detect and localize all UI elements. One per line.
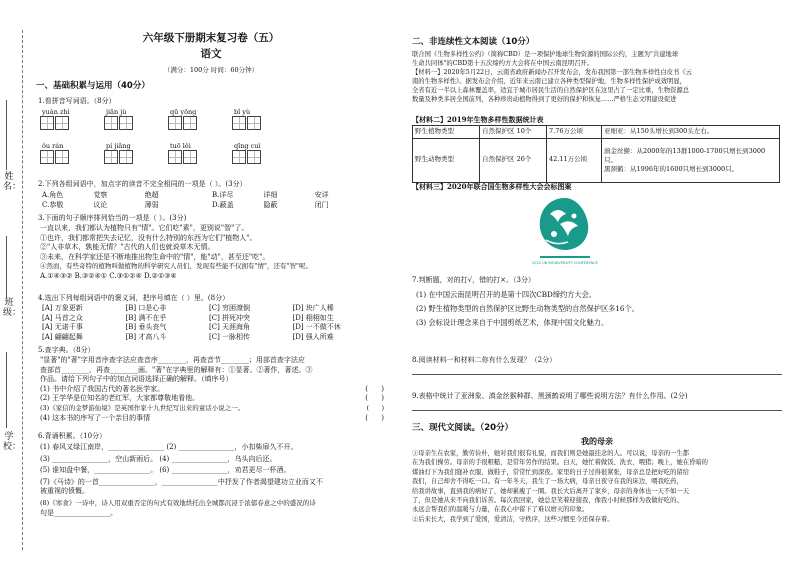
q4-option: [C] 拼死冲突 (209, 313, 251, 322)
pinyin-item (104, 142, 160, 164)
answer-box[interactable] (232, 116, 246, 130)
exam-subject: 语文 (200, 48, 222, 60)
q3-sentence: ①也许，我们都常把失去记忆，没有什么特别的东西为它们"植物人"。 (40, 233, 257, 242)
intro-line: 全省有近一半以上森林覆盖率，适宜于城市居民生活的自然保护区在这里占了一定比重，生物资源总 (412, 87, 690, 94)
pinyin-row-2 (40, 142, 288, 164)
material3-title: 【材料三】2020年联合国生物多样性大会会标图案 (412, 182, 572, 191)
story-line: 在为我们操劳。母亲的手很粗糙，是常年劳作的结果。白天，她忙着做饭、洗衣、喂猪；晚上，她在昏暗的 (412, 459, 708, 467)
answer-box[interactable] (247, 116, 261, 130)
answer-paren[interactable]: ( ) (365, 394, 384, 403)
q4-option: [C] 一脉相传 (209, 332, 251, 341)
class-label: 班级： (3, 298, 22, 318)
story-line: ①母亲生在农家，勤劳俭朴，她对我们很有礼貌，而我们则是她最挂念的人。可以说，母亲的一生都 (412, 450, 690, 457)
q4-option: [C] 天涯海角 (209, 323, 251, 332)
section1-heading: 一、基础积累与运用（40分） (36, 81, 150, 91)
answer-paren[interactable]: ( ) (366, 403, 384, 412)
answer-box[interactable] (55, 116, 69, 130)
pinyin-item (40, 142, 96, 164)
answer-box[interactable] (183, 116, 197, 130)
q6-line: (5) 谁知盘中餐，________________。 (6) ________________，劝君更尽一杯酒。 (40, 466, 291, 475)
q7-item: (2) 野生植物类型的自然保护区比野生动物类型的自然保护区多16个。 (416, 304, 639, 313)
q4-option: [D] 块广人稀 (292, 304, 334, 312)
intro-line: 【材料一】2020年5月22日，云南省政府新闻办召开发布会，发布我国第一部生物多样性白皮书《云 (412, 69, 692, 76)
pinyin-text: pí jiǎng (106, 142, 131, 150)
q5-item-text: (1) 书中介绍了我国古代的著名医学家。 (40, 384, 165, 393)
story-line: 给我讲故事，直到我的病好了，她却累瘦了一圈。我长大后离开了家乡，母亲的身体也一天不如一天 (412, 487, 690, 495)
name-blank (6, 100, 7, 170)
school-label: 学校： (3, 432, 22, 452)
story-line: 了，但是她从来不向我们诉苦。每次我回家，她总是笑着迎接我，像我小时候那样为我做好吃的。 (412, 497, 683, 505)
q4-option: [B] 口是心非 (125, 304, 167, 312)
pinyin-text: bǐ yù (234, 108, 251, 116)
q4-option: [D] 强人所难 (292, 332, 334, 341)
q4-option: [A] 翩翩起舞 (42, 332, 83, 341)
q7-items (416, 288, 782, 330)
table-cell: 自然保护区 26个 (480, 138, 547, 182)
q4-option: [C] 穷困潦倒 (209, 304, 251, 312)
q4-option: [B] 才高八斗 (125, 332, 167, 341)
q4-prompt: 4.选出下列每组词语中的褒义词，把序号填在（ ）里。(8分） (38, 294, 230, 302)
intro-line: 生命共同体"的CBD第十五次缔约方大会将在中国云南昆明召开。 (412, 60, 594, 67)
intro-line: 联合国《生物多样性公约》（简称CBD）是一项保护地球生物资源的国际公约，主题为"共建地球 (412, 51, 679, 58)
q5-item (40, 394, 384, 404)
q4-option: [A] 马首之众 (42, 313, 83, 322)
table-cell: 7.76万公顷 (547, 126, 602, 139)
binding-dashed-line (22, 30, 23, 550)
pinyin-item (104, 108, 160, 130)
answer-box[interactable] (40, 150, 54, 164)
answer-box[interactable] (119, 150, 133, 164)
table-cell: 亚细亚：从150头增长到300头左右。 (602, 126, 780, 139)
q3-sentence: 一直以来，我们都认为植物只有"情"。它们吃"素"，更别说"智"了。 (40, 224, 249, 232)
q3-options: A.①④③② B.③②④① C.③①②④ D.②①③④ (40, 271, 177, 280)
q2-option: D.蔽盖 (212, 200, 234, 209)
answer-box[interactable] (40, 116, 54, 130)
q2-option: A.角色 (42, 191, 64, 199)
q2-option: 议论 (93, 200, 108, 209)
q4-option: [A] 万象更新 (42, 304, 83, 312)
q6-line: (7)《马诗》的一首________________，________________中抒发了作者渴望建功立业而又不 (40, 477, 323, 486)
pinyin-text: tuō lěi (170, 142, 191, 150)
answer-box[interactable] (232, 150, 246, 164)
material-intro (412, 50, 782, 104)
q4-option: [B] 满不在乎 (125, 313, 167, 322)
table-cell: 滇金丝猴：从2000年的13群1000-1700只增长到3000只。 黑颈鹤：从1996年的1600只增长到3000只。 (602, 138, 780, 182)
q7-item: (1) 在中国云南昆明召开的是第十四次CBD缔约方大会。 (416, 290, 596, 299)
pinyin-item (232, 142, 288, 164)
q3-prompt: 3.下面的句子顺序排列恰当的一项是（ ）。(3分) (38, 214, 187, 222)
q3-sentence: ②"人非草木，孰能无情？"古代的人们也就说草木无情。 (40, 243, 215, 252)
table-cell: 野生植物类型 (413, 126, 480, 139)
q2-option: B.详尽 (212, 191, 234, 199)
story-line: 永远会帮我们的温暖与力量，在我心中留下了难以磨灭的印象。 (412, 506, 589, 514)
table-row (413, 126, 780, 139)
q6-line: 句是________________。 (40, 508, 117, 517)
q8-prompt: 8.阅读材料一和材料二你有什么发现？（2分） (412, 356, 557, 364)
stats-table (412, 125, 780, 183)
answer-box[interactable] (247, 150, 261, 164)
pinyin-item (168, 108, 224, 130)
pinyin-row-1 (40, 108, 288, 130)
q5-line: 作品。请给下列句子中的加点词语选择正确的解释。（填序号） (40, 375, 233, 384)
material2-title: 【材料二】2019年生物多样性数据统计表 (412, 115, 544, 124)
q6-line: (3) ________________，空山新雨后。 (4) ________________，乌头向后还。 (40, 454, 277, 463)
q9-prompt: 9.表格中统计了亚洲象、滇金丝猴种群、黑颈鹤说明了哪些说明方法？有什么作用。(2分) (412, 392, 688, 400)
q2-option: 觉察 (93, 191, 108, 199)
q2-option: 安详 (314, 191, 329, 199)
answer-box[interactable] (119, 116, 133, 130)
q3-sentence: ④然而，有些奇特的植物叫做植物的科学研究人员们，发现有些能不仅拥有"情"，还有"智"呢。 (40, 262, 312, 271)
q2-option: 闭门 (314, 200, 329, 209)
pinyin-item (232, 108, 288, 130)
q3-sentences (40, 224, 384, 282)
pinyin-text: ǒu rán (42, 142, 64, 150)
answer-box[interactable] (183, 150, 197, 164)
table-row (413, 138, 780, 182)
story-title: 我的母亲 (581, 436, 613, 446)
story-line: 煤油灯下为我们缝补衣服、做鞋子，常常忙到深夜。家里的日子过得很紧张，母亲总是把好吃的留给 (412, 468, 690, 476)
pinyin-text: yuàn zhì (42, 108, 70, 116)
story-line: ②后来长大，我学到了爱国，爱清洁，守秩序，这些习惯至今还保存着。 (412, 515, 614, 523)
q3-sentence: ③未来，在科学家还是不断地推出物生命中的"情"，能"动"，甚至还"吃"。 (40, 252, 270, 261)
answer-box[interactable] (104, 150, 118, 164)
q2-option: 薄弱 (144, 200, 159, 209)
q5-item-text: (4) 这本书的序写了一个亲目的事情 (40, 413, 151, 422)
cop15-logo (530, 194, 600, 270)
school-blank (6, 352, 7, 428)
intro-line: 南的生物多样性》。据发布会介绍，近年来云南已建立各种类型保护地，生物多样性保护成效明显， (412, 78, 686, 85)
pinyin-text: qū yōng (170, 108, 197, 116)
answer-box[interactable] (168, 116, 182, 130)
q2-option: 绝超 (144, 191, 159, 199)
q5-line: 查部首________，再查________画。"著"在字典里的解释有：①显著。②著作，著述。③ (40, 365, 313, 374)
q2-option: 详细 (263, 191, 278, 199)
q5-body (40, 356, 384, 423)
q2-option: C.恭敬 (42, 200, 64, 209)
pinyin-text: qīng cuì (234, 142, 261, 150)
q7-prompt: 7.判断题，对的打√，错的打×。（3分） (412, 276, 535, 284)
q4-option: [D] 一不做不休 (292, 323, 341, 332)
q5-item (40, 414, 384, 424)
q6-line: (1) 春风又绿江南岸，________________ (2) ________________，小扣柴扉久不开。 (40, 443, 298, 451)
q6-line: (8)《寒食》一诗中，诗人用双重否定的句式有效地烘托出全城都沉浸于浓郁春意之中的盛况的诗 (40, 498, 316, 507)
logo-caption: 2020 UN BIODIVERSITY CONFERENCE (532, 261, 598, 265)
q4-option: [B] 垂头丧气 (125, 323, 167, 332)
story-body (412, 449, 782, 524)
table-cell: 自然保护区 10个 (480, 126, 547, 139)
answer-paren[interactable]: ( ) (365, 384, 384, 393)
q7-item: (3) 会标设计理念来自于中国剪纸艺术，体现中国文化魅力。 (416, 318, 609, 327)
answer-box[interactable] (168, 150, 182, 164)
binding-margin (0, 0, 32, 562)
q8-answer-line[interactable] (412, 374, 782, 375)
cop15-logo-graphic (530, 194, 600, 270)
table-cell: 野生动物类型 (413, 138, 480, 182)
right-column (412, 0, 784, 562)
q4-option: [A] 无诺千事 (42, 323, 83, 332)
q6-prompt: 6.背诵积累。（10分） (38, 432, 107, 440)
exam-title: 六年级下册期末复习卷（五） (142, 32, 280, 44)
q4-option: [D] 栩栩如生 (292, 313, 334, 322)
answer-box[interactable] (55, 150, 69, 164)
q5-item (40, 385, 384, 395)
q5-item (40, 404, 384, 414)
class-blank (6, 236, 7, 298)
q2-options (42, 191, 372, 210)
answer-paren[interactable]: ( ) (365, 413, 384, 422)
q6-body (40, 443, 384, 518)
exam-info: （满分：100分 时间：60分钟） (163, 66, 259, 74)
name-label: 姓名： (3, 172, 22, 192)
answer-box[interactable] (104, 116, 118, 130)
pinyin-item (168, 142, 224, 164)
left-column (36, 0, 386, 562)
pinyin-text: jiān jù (106, 108, 127, 116)
section2-heading: 二、非连续性文本阅读（10分） (412, 37, 535, 47)
q2-option: 隐蔽 (263, 200, 278, 209)
table-cell: 42.11万公顷 (547, 138, 602, 182)
q2-prompt: 2.下列各组词语中，加点字的读音不完全相同的一项是（ ）。(3分） (38, 180, 247, 188)
q5-item-text: (3)《家信的金梦游仙境》是英国作家十九世纪写出来的童话小说之一。 (40, 403, 245, 412)
story-line: 我们，自己却舍不得吃一口。有一年冬天，我生了一场大病，母亲日夜守在我的床边，喂我吃药， (412, 478, 683, 486)
q5-line: "显著"的"著"字用音序查字法应查音序________，再查音节________；用部首查字法应 (40, 356, 305, 364)
q6-line: 被重视的愤慨。 (40, 487, 89, 496)
pinyin-item (40, 108, 96, 130)
q5-item-text: (2) 王学华是位知名的老红军，大家都尊敬地看他。 (40, 394, 200, 403)
q9-answer-line[interactable] (412, 410, 782, 411)
q5-prompt: 5.查字典。（8分） (38, 346, 95, 354)
q1-prompt: 1.看拼音写词语。（8分） (38, 97, 116, 105)
intro-line: 数量及种类多居全国前列，各种珍贵动植物得到了更好的保护和恢复……严格生态文明建设促进 (412, 96, 677, 103)
section3-heading: 三、现代文阅读。（20分） (412, 423, 514, 433)
q4-table (42, 304, 372, 342)
